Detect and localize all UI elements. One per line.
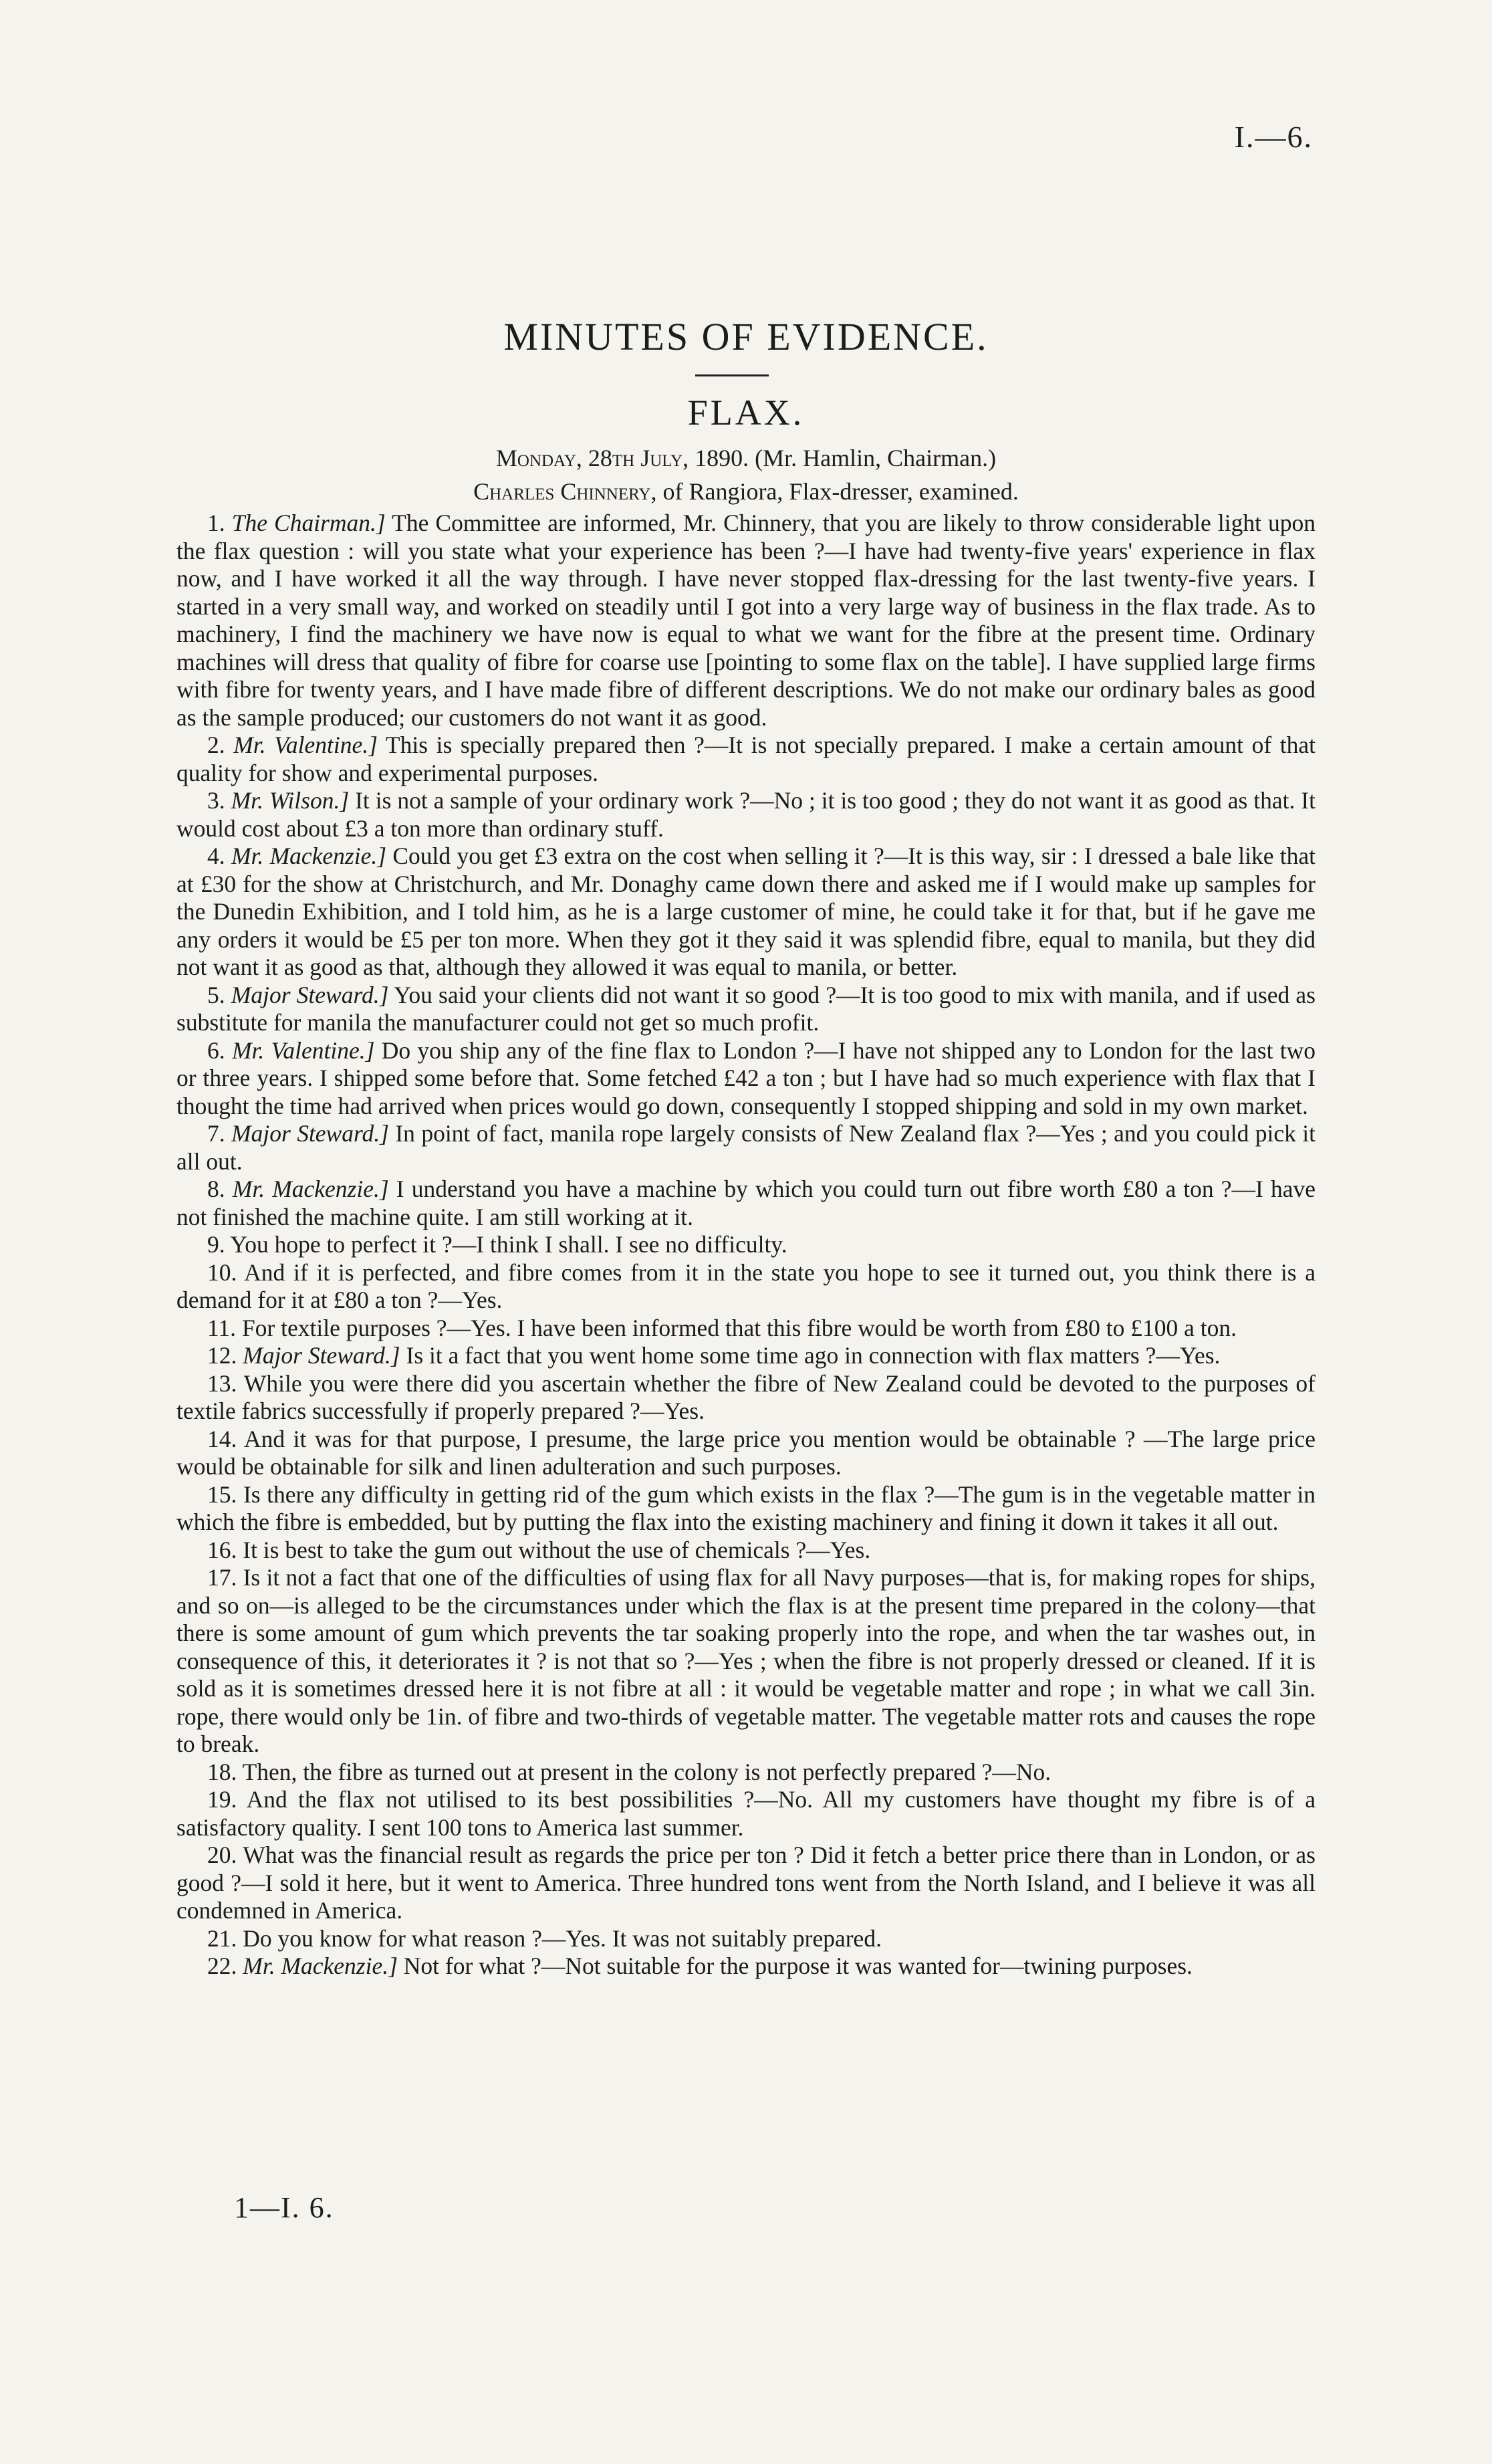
session-date: Monday, 28th July, 1890. [495, 445, 749, 471]
witness-line [0, 477, 1492, 506]
question-number: 1. [207, 510, 225, 536]
paragraph-text: Do you know for what reason ?—Yes. It was not suitably prepared. [243, 1924, 882, 1952]
speaker: Mr. Mackenzie.] [232, 1175, 389, 1202]
evidence-paragraph [176, 1481, 1316, 1537]
signature-mark: 1—I. 6. [234, 2191, 334, 2224]
question-number: 9. [207, 1231, 225, 1258]
witness-name: Charles Chinnery [473, 478, 651, 505]
paragraph-text: It is best to take the gum out without the use of chemicals ?—Yes. [243, 1536, 871, 1563]
title-divider [695, 374, 769, 376]
evidence-paragraph [176, 1564, 1316, 1759]
speaker: The Chairman.] [231, 510, 386, 536]
question-number: 6. [207, 1036, 225, 1064]
paragraph-text: The Committee are informed, Mr. Chinnery, that you are likely to throw considerable light upon the flax question : will you state what your experience has been ?—I have had twenty-five years' experience in flax now, and I have worked it all the way through. I have never stopped flax-dressing for the last twenty-five years. I started in a very small way, and worked on steadily until I got into a very large way of business in the flax trade. As to machinery, I find the machinery we have now is equal to what we want for the fibre at the present time. Ordinary machines will dress that quality of fibre for coarse use [pointing to some flax on the table]. I have supplied large firms with fibre for twenty years, and I have made fibre of different descriptions. We do not make our ordinary bales as good as the sample produced; our customers do not want it as good. [176, 510, 1316, 731]
evidence-paragraph [176, 843, 1316, 982]
evidence-paragraph [176, 1175, 1316, 1231]
evidence-paragraph [176, 1120, 1316, 1175]
paragraph-text: Do you ship any of the fine flax to London ?—I have not shipped any to London for the last two or three years. I shipped some before that. Some fetched £42 a ton ; but I have had so much experience with flax that I thought the time had arrived when prices would go down, consequently I stopped shipping and sold in my own market. [176, 1036, 1316, 1119]
question-number: 22. [207, 1952, 237, 1979]
speaker: Mr. Valentine.] [233, 732, 378, 758]
speaker: Major Steward.] [243, 1342, 400, 1369]
evidence-paragraph [176, 510, 1316, 732]
paragraph-text: While you were there did you ascertain whether the fibre of New Zealand could be devoted to the purposes of textile fabrics successfully if properly prepared ?—Yes. [176, 1369, 1316, 1424]
question-number: 19. [207, 1786, 237, 1813]
paragraph-text: In point of fact, manila rope largely consists of New Zealand flax ?—Yes ; and you could pick it all out. [176, 1120, 1316, 1175]
evidence-paragraph [176, 1925, 1316, 1953]
question-number: 11. [207, 1314, 237, 1341]
paragraph-text: Is it a fact that you went home some time ago in connection with flax matters ?—Yes. [406, 1342, 1221, 1369]
evidence-paragraph [176, 982, 1316, 1037]
question-number: 3. [207, 787, 225, 814]
subject-heading: FLAX. [687, 393, 805, 433]
paragraph-text: You hope to perfect it ?—I think I shall. I see no difficulty. [230, 1231, 787, 1258]
question-number: 14. [207, 1425, 237, 1452]
evidence-paragraph [176, 1259, 1316, 1315]
paragraph-text: Then, the fibre as turned out at present in the colony is not perfectly prepared ?—No. [242, 1758, 1051, 1785]
speaker: Major Steward.] [231, 1120, 389, 1147]
question-number: 10. [207, 1258, 237, 1286]
question-number: 18. [207, 1758, 237, 1785]
page-title: MINUTES OF EVIDENCE. [503, 315, 989, 358]
question-number: 17. [207, 1564, 237, 1591]
question-number: 20. [207, 1841, 237, 1868]
paragraph-text: And the flax not utilised to its best possibilities ?—No. All my customers have thought my fibre is of a satisfactory quality. I sent 100 tons to America last summer. [176, 1786, 1316, 1841]
speaker: Mr. Valentine.] [231, 1036, 375, 1064]
question-number: 2. [207, 732, 225, 758]
paragraph-text: This is specially prepared then ?—It is not specially prepared. I make a certain amount of that quality for show and experimental purposes. [176, 732, 1316, 786]
question-number: 12. [207, 1342, 237, 1369]
evidence-paragraph [176, 1342, 1316, 1370]
evidence-body [176, 510, 1316, 1981]
evidence-paragraph [176, 1037, 1316, 1121]
session-chairman: (Mr. Hamlin, Chairman.) [755, 445, 997, 471]
evidence-paragraph [176, 1759, 1316, 1787]
question-number: 21. [207, 1924, 237, 1952]
question-number: 13. [207, 1369, 237, 1397]
evidence-paragraph [176, 1952, 1316, 1981]
evidence-paragraph [176, 787, 1316, 843]
evidence-paragraph [176, 732, 1316, 787]
evidence-paragraph [176, 1841, 1316, 1925]
speaker: Mr. Wilson.] [231, 787, 350, 814]
paragraph-text: For textile purposes ?—Yes. I have been informed that this fibre would be worth from £80 to £100 a ton. [241, 1314, 1237, 1341]
paragraph-text: You said your clients did not want it so good ?—It is too good to mix with manila, and if used as substitute for manila the manufacturer could not get so much profit. [176, 981, 1316, 1036]
evidence-paragraph [176, 1426, 1316, 1481]
question-number: 15. [207, 1480, 237, 1508]
question-number: 8. [207, 1175, 225, 1202]
paragraph-text: What was the financial result as regards the price per ton ? Did it fetch a better price there than in London, or as good ?—I sold it here, but it went to America. Three hundred tons went from the North Island, and I believe it was all condemned in America. [176, 1841, 1316, 1924]
paragraph-text: It is not a sample of your ordinary work ?—No ; it is too good ; they do not want it as good as that. It would cost about £3 a ton more than ordinary stuff. [176, 787, 1316, 842]
speaker: Major Steward.] [231, 981, 389, 1008]
paragraph-text: And it was for that purpose, I presume, the large price you mention would be obtainable ? —The large price would be obtainable for silk and linen adulteration and such purposes. [176, 1425, 1316, 1480]
paragraph-text: Is there any difficulty in getting rid of the gum which exists in the flax ?—The gum is in the vegetable matter in which the fibre is embedded, but by putting the flax into the existing machinery and fining it down it takes it all out. [176, 1480, 1316, 1535]
evidence-paragraph [176, 1231, 1316, 1259]
paragraph-text: Is it not a fact that one of the difficulties of using flax for all Navy purposes—that is, for making ropes for ships, and so on—is alleged to be the circumstances under which the flax is at the present time prepared in the colony—that there is some amount of gum which prevents the tar soaking properly into the rope, and when the tar washes out, in consequence of this, it deteriorates it ? is not that so ?—Yes ; when the fibre is not properly dressed or cleaned. If it is sold as it is sometimes dressed here it is not fibre at all : it would be vegetable matter and rope ; in what we call 3in. rope, there would only be 1in. of fibre and two-thirds of vegetable matter. The vegetable matter rots and causes the rope to break. [176, 1564, 1316, 1757]
paragraph-text: Not for what ?—Not suitable for the purpose it was wanted for—twining purposes. [403, 1952, 1193, 1979]
evidence-paragraph [176, 1537, 1316, 1565]
witness-details: , of Rangiora, Flax-dresser, examined. [650, 478, 1019, 505]
speaker: Mr. Mackenzie.] [243, 1952, 398, 1979]
question-number: 7. [207, 1120, 225, 1147]
question-number: 16. [207, 1536, 237, 1563]
session-line [0, 444, 1492, 472]
speaker: Mr. Mackenzie.] [231, 843, 387, 869]
evidence-paragraph [176, 1786, 1316, 1841]
evidence-paragraph [176, 1315, 1316, 1343]
paragraph-text: And if it is perfected, and fibre comes from it in the state you hope to see it turned out, you think there is a demand for it at £80 a ton ?—Yes. [176, 1258, 1316, 1313]
paragraph-text: I understand you have a machine by which you could turn out fibre worth £80 a ton ?—I have not finished the machine quite. I am still working at it. [176, 1175, 1316, 1230]
question-number: 4. [207, 843, 225, 869]
paragraph-text: Could you get £3 extra on the cost when selling it ?—It is this way, sir : I dressed a bale like that at £30 for the show at Christchurch, and Mr. Donaghy came down there and asked me if I would make up samples for the Dunedin Exhibition, and I told him, as he is a large customer of mine, he could take it for that, but if he gave me any orders it would be £5 per ton more. When they got it they said it was splendid fibre, equal to manila, but they did not want it as good as that, although they allowed it was equal to manila, or better. [176, 843, 1316, 980]
page-reference: I.—6. [1234, 120, 1313, 154]
evidence-paragraph [176, 1370, 1316, 1426]
question-number: 5. [207, 981, 225, 1008]
